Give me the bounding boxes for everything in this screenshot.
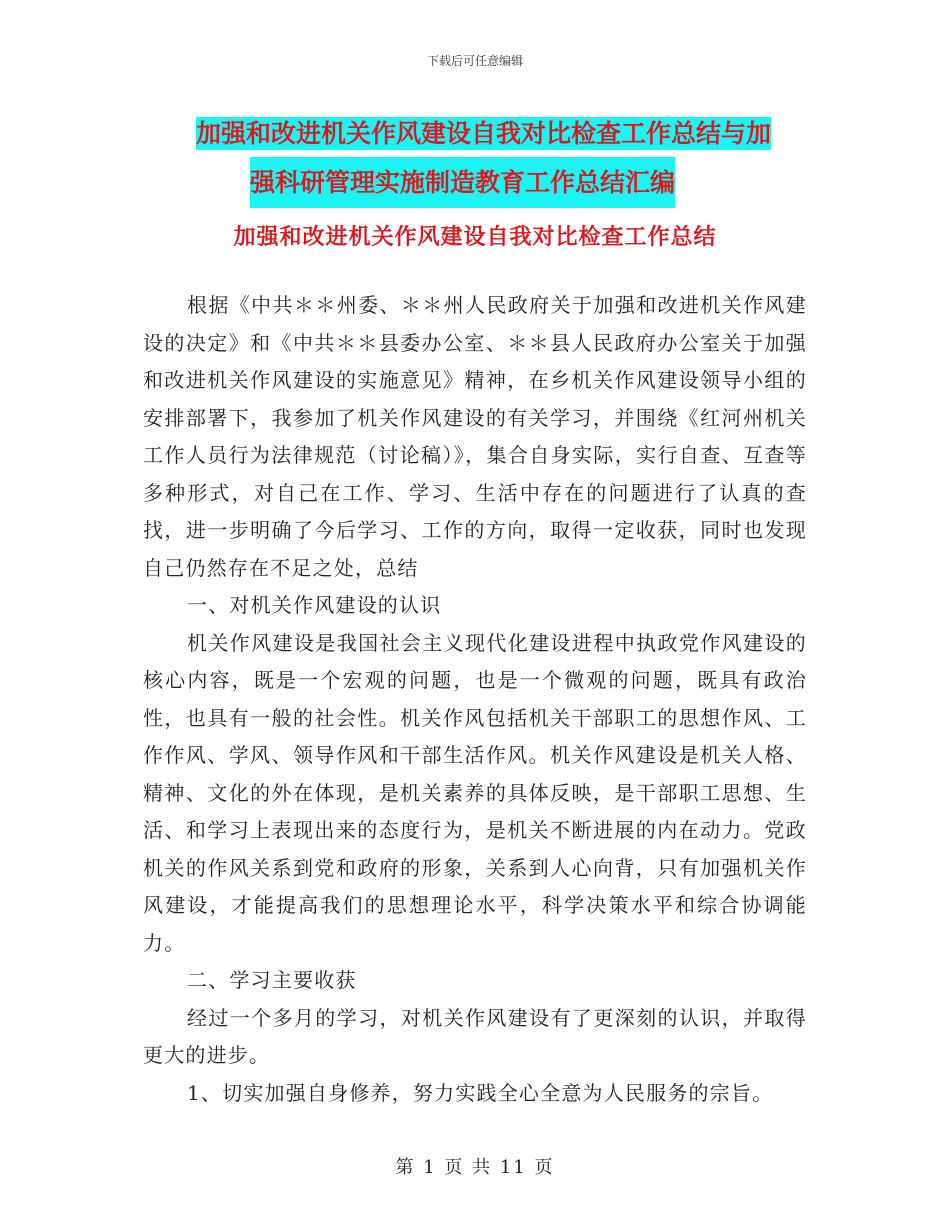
page-number: 第 1 页 共 11 页: [395, 1157, 555, 1178]
document-title-line-2: 强科研管理实施制造教育工作总结汇编: [250, 157, 675, 208]
paragraph: 根据《中共＊＊州委、＊＊州人民政府关于加强和改进机关作风建设的决定》和《中共＊＊县委办公室、＊＊县人民政府办公室关于加强和改进机关作风建设的实施意见》精神，在乡机关作风建设领导小组的安排部署下，我参加了机关作风建设的有关学习，并围绕《红河州机关工作人员行为法律规范（讨论稿）》，集合自身实际，实行自查、互查等多种形式，对自己在工作、学习、生活中存在的问题进行了认真的查找，进一步明确了今后学习、工作的方向，取得一定收获，同时也发现自己仍然存在不足之处，总结: [143, 293, 807, 580]
paragraph: 机关作风建设是我国社会主义现代化建设进程中执政党作风建设的核心内容，既是一个宏观的问题，也是一个微观的问题，既具有政治性，也具有一般的社会性。机关作风包括机关干部职工的思想作风、工作作风、学风、领导作风和干部生活作风。机关作风建设是机关人格、精神、文化的外在体现，是机关素养的具体反映，是干部职工思想、生活、和学习上表现出来的态度行为，是机关不断进展的内在动力。党政机关的作风关系到党和政府的形象，关系到人心向背，只有加强机关作风建设，才能提高我们的思想理论水平，科学决策水平和综合协调能力。: [143, 630, 807, 955]
document-title: [190, 110, 810, 208]
document-title-line-1: 加强和改进机关作风建设自我对比检查工作总结与加: [196, 119, 772, 148]
document-body: [143, 287, 807, 1112]
paragraph: 1、切实加强自身修养，努力实践全心全意为人民服务的宗旨。: [187, 1080, 774, 1105]
section-title: 加强和改进机关作风建设自我对比检查工作总结: [233, 224, 717, 250]
paragraph: 经过一个多月的学习，对机关作风建设有了更深刻的认识，并取得更大的进步。: [143, 1005, 807, 1067]
heading-section-2: 二、学习主要收获: [187, 968, 357, 992]
heading-section-1: 一、对机关作风建设的认识: [187, 593, 442, 617]
header-note: 下载后可任意编辑: [426, 54, 523, 68]
